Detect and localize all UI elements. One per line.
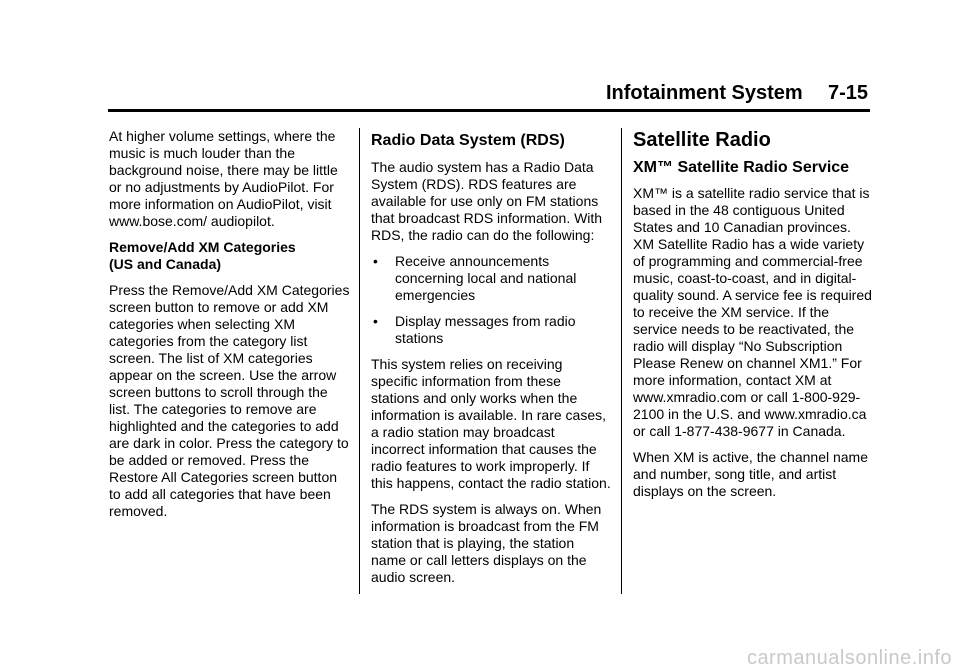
xm-categories-paragraph: Press the Remove/Add XM Categories screen button to remove or add XM categories when selecting XM categories from the category list screen. The list of XM categories appear on the screen. Use the arrow screen buttons to scroll through the list. The categories to remove are highlighted and the categories to add are dark in color. Press the category to be added or removed. Press the Restore All Categories screen button to add all categories that have been removed.	[109, 282, 350, 519]
page-number: 7-15	[827, 82, 868, 104]
watermark: carmanualsonline.info	[746, 647, 952, 669]
rds-intro-paragraph: The audio system has a Radio Data System (RDS). RDS features are available for use only on FM stations that broadcast RDS information. With RDS, the radio can do the following:	[371, 159, 603, 243]
subhead-line-2: (US and Canada)	[109, 256, 222, 272]
header-rule	[108, 109, 870, 112]
bullet-icon: •	[373, 313, 378, 329]
column-divider-left	[359, 128, 360, 594]
column-divider-right	[621, 128, 622, 594]
satellite-radio-heading: Satellite Radio	[633, 129, 771, 151]
rds-feature-list	[371, 253, 611, 347]
column-right	[633, 128, 873, 509]
xm-service-subheading: XM™ Satellite Radio Service	[633, 159, 850, 176]
audiopilot-paragraph: At higher volume settings, where the music is much louder than the background noise, there may be little or no adjustments by AudioPilot. For more information on AudioPilot, visit www.bose.com/ audiopilot.	[109, 128, 338, 229]
list-item-text: Display messages from radio stations	[395, 313, 576, 346]
rds-heading: Radio Data System (RDS)	[371, 132, 565, 149]
rds-always-on-paragraph: The RDS system is always on. When information is broadcast from the FM station that is playing, the station name or call letters displays on the audio screen.	[371, 501, 602, 585]
list-item	[371, 253, 611, 304]
bullet-icon: •	[373, 253, 378, 269]
xm-active-paragraph: When XM is active, the channel name and number, song title, and artist displays on the screen.	[633, 449, 869, 499]
xm-service-paragraph: XM™ is a satellite radio service that is based in the 48 contiguous United States and 10 Canadian provinces. XM Satellite Radio has a wide variety of programming and commercial-free music, coast-to-coast, and in digital-quality sound. A service fee is required to receive the XM service. If the service needs to be reactivated, the radio will display “No Subscription Please Renew on channel XM1.” For more information, contact XM at www.xmradio.com or call 1-800-929-2100 in the U.S. and www.xmradio.ca or call 1-877-438-9677 in Canada.	[633, 185, 872, 439]
column-left	[109, 128, 351, 529]
column-middle	[371, 128, 611, 595]
list-item	[371, 313, 611, 347]
rds-reliance-paragraph: This system relies on receiving specific information from these stations and only works when the information is available. In rare cases, a radio station may broadcast incorrect information that causes the radio features to work improperly. If this happens, contact the radio station.	[371, 356, 611, 491]
page-header	[606, 80, 868, 106]
section-title: Infotainment System	[606, 82, 803, 104]
list-item-text: Receive announcements concerning local and national emergencies	[395, 253, 577, 303]
xm-categories-subhead	[109, 239, 351, 273]
subhead-line-1: Remove/Add XM Categories	[109, 239, 296, 255]
